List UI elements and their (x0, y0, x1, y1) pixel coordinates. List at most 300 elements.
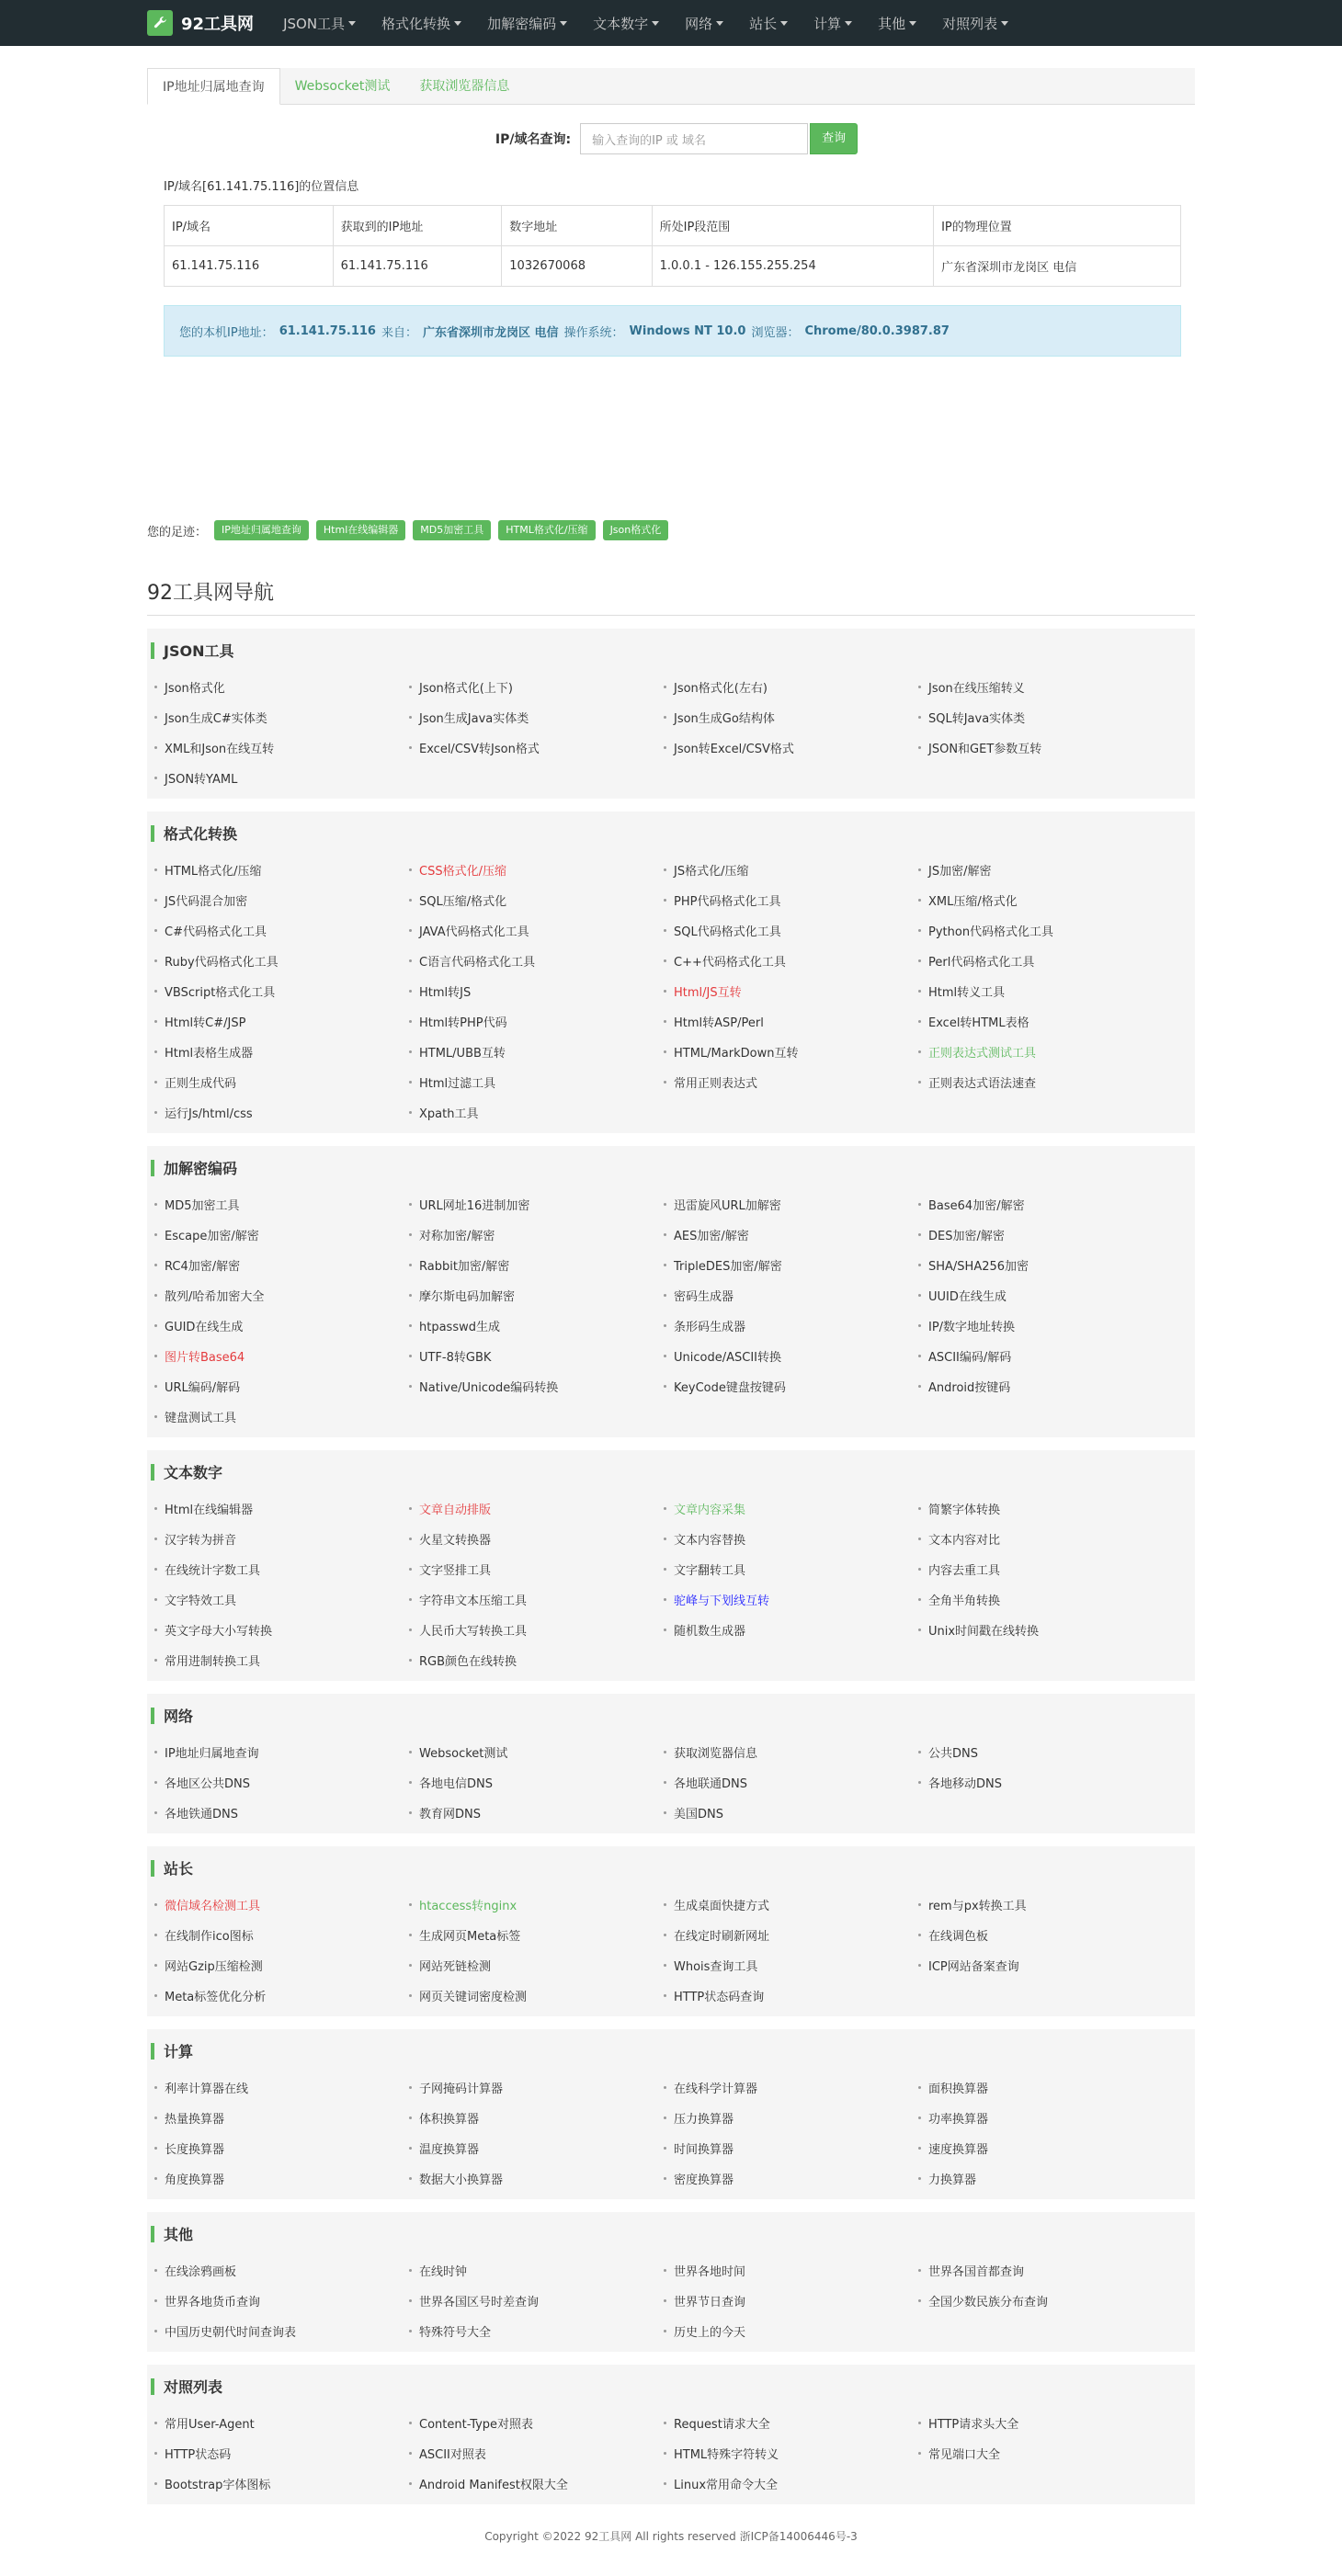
table-header: 数字地址 (502, 206, 652, 246)
tool-link[interactable] (664, 2468, 918, 2499)
tool-link[interactable] (664, 946, 918, 976)
tool-link[interactable] (409, 976, 664, 1006)
bullet-icon (664, 1264, 666, 1266)
tool-link[interactable] (918, 1737, 1173, 1767)
tool-link[interactable] (154, 1097, 409, 1128)
tool-link-label: Json生成Java实体类 (419, 712, 529, 726)
tool-link-label: Json格式化(左右) (674, 682, 768, 696)
tool-link[interactable] (664, 915, 918, 946)
nav-item[interactable] (736, 0, 801, 46)
nav-item[interactable] (580, 0, 672, 46)
tool-link[interactable] (918, 2103, 1173, 2133)
tool-link[interactable] (664, 1767, 918, 1798)
tool-link-label: 简繁字体转换 (928, 1504, 1001, 1517)
tool-link[interactable] (154, 1311, 409, 1341)
tool-link[interactable] (664, 1311, 918, 1341)
bullet-icon (918, 686, 921, 688)
tool-link[interactable] (154, 1767, 409, 1798)
tool-link[interactable] (409, 1189, 664, 1220)
bullet-icon (918, 1050, 921, 1053)
tool-link-label: CSS格式化/压缩 (419, 865, 506, 879)
tool-link[interactable] (664, 1615, 918, 1645)
footprint-tag[interactable]: Html在线编辑器 (316, 520, 405, 540)
tool-link[interactable] (154, 1280, 409, 1311)
tool-link[interactable] (664, 1584, 918, 1615)
tool-link[interactable] (154, 2408, 409, 2438)
tool-link[interactable] (918, 855, 1173, 885)
tool-link[interactable] (154, 1737, 409, 1767)
wrench-icon (147, 10, 173, 36)
tool-link-label: 字符串文本压缩工具 (419, 1594, 528, 1608)
section-title: 站长 (164, 1860, 194, 1878)
tool-link[interactable] (154, 1220, 409, 1250)
search-input[interactable]: 输入查询的IP 或 域名 (580, 123, 808, 154)
tool-link[interactable] (918, 2072, 1173, 2103)
alert-browser: Chrome/80.0.3987.87 (804, 323, 950, 338)
tool-link-label: VBScript格式化工具 (165, 986, 276, 1000)
tool-link-label: Websocket测试 (419, 1747, 508, 1761)
tool-link[interactable] (154, 1371, 409, 1401)
section-header (147, 823, 1195, 844)
tool-link[interactable] (664, 2286, 918, 2316)
nav-item[interactable] (929, 0, 1021, 46)
tool-link[interactable] (409, 1554, 664, 1584)
tool-link[interactable] (664, 1524, 918, 1554)
bullet-icon (409, 868, 412, 871)
tool-link-label: 世界节日查询 (674, 2296, 746, 2309)
tool-link[interactable] (918, 702, 1173, 732)
tool-link[interactable] (664, 2438, 918, 2468)
bullet-icon (409, 2177, 412, 2180)
tool-link-label: Bootstrap字体图标 (165, 2479, 271, 2492)
bullet-icon (664, 2177, 666, 2180)
tool-link-label: 摩尔斯电码加解密 (419, 1290, 516, 1304)
tool-link[interactable] (154, 2438, 409, 2468)
bullet-icon (409, 2452, 412, 2455)
bullet-icon (409, 929, 412, 932)
tool-link-label: Rabbit加密/解密 (419, 1260, 510, 1274)
bullet-icon (664, 2422, 666, 2424)
tool-link[interactable] (154, 1037, 409, 1067)
bullet-icon (409, 1233, 412, 1236)
tool-link[interactable] (409, 1980, 664, 2011)
tool-link-label: htaccess转nginx (419, 1900, 517, 1913)
nav-item[interactable] (865, 0, 929, 46)
query-form (158, 123, 1195, 154)
tool-link-label: Json生成C#实体类 (165, 712, 267, 726)
tool-link[interactable] (918, 1067, 1173, 1097)
tool-link-label: URL网址16进制加密 (419, 1199, 530, 1213)
tool-link[interactable] (154, 885, 409, 915)
tool-link[interactable] (154, 1524, 409, 1554)
section-bar (151, 2043, 154, 2060)
tool-link-label: RGB颜色在线转换 (419, 1655, 517, 1669)
tool-link-label: JS加密/解密 (928, 865, 992, 879)
tool-link[interactable] (918, 1371, 1173, 1401)
tool-link-label: TripleDES加密/解密 (674, 1260, 782, 1274)
tool-link-label: Json转Excel/CSV格式 (674, 743, 794, 756)
tool-link[interactable] (154, 1067, 409, 1097)
section-bar (151, 1860, 154, 1877)
tool-link[interactable] (409, 1220, 664, 1250)
bullet-icon (154, 1264, 157, 1266)
tool-link[interactable] (664, 1950, 918, 1980)
tool-link[interactable] (409, 1798, 664, 1828)
tool-link[interactable] (409, 1645, 664, 1675)
brand[interactable] (147, 10, 254, 36)
query-button[interactable]: 查询 (810, 123, 858, 154)
tool-link[interactable] (154, 2316, 409, 2346)
bullet-icon (918, 1507, 921, 1510)
bullet-icon (664, 1355, 666, 1357)
tool-link[interactable] (664, 2072, 918, 2103)
tool-link-label: 人民币大写转换工具 (419, 1625, 528, 1639)
tool-link-label: HTTP状态码查询 (674, 1991, 765, 2004)
tool-link[interactable] (664, 1341, 918, 1371)
tool-link[interactable] (154, 702, 409, 732)
bullet-icon (409, 1111, 412, 1114)
bullet-icon (664, 1568, 666, 1571)
tool-link-label: 角度换算器 (165, 2173, 225, 2187)
tool-link-label: 在线制作ico图标 (165, 1930, 254, 1944)
bullet-icon (409, 2269, 412, 2272)
tool-link[interactable] (409, 1341, 664, 1371)
tool-link[interactable] (664, 732, 918, 763)
tool-link[interactable] (918, 1006, 1173, 1037)
tool-link[interactable] (409, 855, 664, 885)
alert-label-browser: 浏览器： (751, 325, 800, 340)
nav-item[interactable] (369, 0, 474, 46)
tool-link[interactable] (664, 672, 918, 702)
bullet-icon (409, 1385, 412, 1388)
nav-item[interactable] (801, 0, 865, 46)
tool-link[interactable] (409, 1524, 664, 1554)
nav-item[interactable] (474, 0, 580, 46)
bullet-icon (409, 1264, 412, 1266)
bullet-icon (664, 1628, 666, 1631)
bullet-icon (918, 1538, 921, 1540)
tool-link[interactable] (409, 885, 664, 915)
tool-link[interactable] (918, 2286, 1173, 2316)
tool-link-label: 面积换算器 (928, 2082, 989, 2096)
tool-link[interactable] (918, 2163, 1173, 2194)
tool-link-label: 压力换算器 (674, 2113, 734, 2127)
tool-link[interactable] (154, 763, 409, 793)
tool-link[interactable] (918, 1037, 1173, 1067)
bullet-icon (154, 1903, 157, 1906)
tool-link-label: Content-Type对照表 (419, 2418, 534, 2432)
table-header: 所处IP段范围 (652, 206, 933, 246)
tool-link[interactable] (664, 1889, 918, 1920)
bullet-icon (154, 1385, 157, 1388)
tool-link-label: 散列/哈希加密大全 (165, 1290, 265, 1304)
tool-link-label: 数据大小换算器 (419, 2173, 504, 2187)
tool-link[interactable] (664, 1280, 918, 1311)
bullet-icon (664, 1994, 666, 1997)
tool-link[interactable] (918, 1189, 1173, 1220)
tab[interactable]: 获取浏览器信息 (419, 79, 510, 94)
nav-item[interactable] (270, 0, 369, 46)
tool-link[interactable] (918, 1250, 1173, 1280)
tool-link-label: JSON转YAML (165, 773, 238, 787)
section-title: 格式化转换 (164, 825, 238, 843)
tool-link[interactable] (154, 2072, 409, 2103)
table-cell: 61.141.75.116 (165, 246, 334, 287)
tool-link[interactable] (154, 946, 409, 976)
tool-link-label: 内容去重工具 (928, 1564, 1001, 1578)
tool-link-label: Escape加密/解密 (165, 1230, 259, 1243)
tool-link[interactable] (154, 1584, 409, 1615)
tool-link[interactable] (664, 2316, 918, 2346)
tool-link[interactable] (918, 976, 1173, 1006)
tool-link[interactable] (154, 915, 409, 946)
tool-link[interactable] (409, 1097, 664, 1128)
tool-link[interactable] (154, 1980, 409, 2011)
tab[interactable]: IP地址归属地查询 (147, 68, 280, 105)
tool-link-label: 密度换算器 (674, 2173, 734, 2187)
tool-link[interactable] (409, 946, 664, 976)
tool-link[interactable] (918, 1493, 1173, 1524)
bullet-icon (409, 1903, 412, 1906)
tool-link-label: 温度换算器 (419, 2143, 480, 2157)
tool-link[interactable] (154, 1554, 409, 1584)
footprint-tag[interactable]: HTML格式化/压缩 (498, 520, 595, 540)
tool-link[interactable] (409, 1767, 664, 1798)
tool-link[interactable] (918, 732, 1173, 763)
tool-link-label: 在线涂鸦画板 (165, 2265, 237, 2279)
tool-link-label: 对称加密/解密 (419, 1230, 495, 1243)
tool-link[interactable] (918, 2133, 1173, 2163)
tool-link[interactable] (409, 2255, 664, 2286)
tool-link[interactable] (664, 702, 918, 732)
bullet-icon (918, 1081, 921, 1084)
tool-link-label: 各地铁通DNS (165, 1808, 238, 1821)
bullet-icon (664, 686, 666, 688)
tool-link[interactable] (154, 1889, 409, 1920)
bullet-icon (409, 1811, 412, 1814)
tool-link[interactable] (918, 2438, 1173, 2468)
tool-link[interactable] (409, 1615, 664, 1645)
tool-link[interactable] (918, 1920, 1173, 1950)
tool-link[interactable] (918, 1280, 1173, 1311)
tool-link[interactable] (409, 1889, 664, 1920)
tool-link-label: SQL压缩/格式化 (419, 895, 507, 909)
tool-link[interactable] (918, 1220, 1173, 1250)
tool-link[interactable] (154, 2163, 409, 2194)
tool-link[interactable] (664, 1250, 918, 1280)
tool-link[interactable] (664, 1493, 918, 1524)
bullet-icon (664, 746, 666, 749)
tool-link[interactable] (154, 2286, 409, 2316)
tool-link[interactable] (918, 1311, 1173, 1341)
footprint-tag[interactable]: Json格式化 (603, 520, 669, 540)
tool-link[interactable] (409, 1250, 664, 1280)
tool-link[interactable] (154, 1006, 409, 1037)
tool-link-label: 随机数生成器 (674, 1625, 746, 1639)
tool-link[interactable] (918, 2255, 1173, 2286)
tool-link-label: 火星文转换器 (419, 1534, 492, 1548)
tool-link[interactable] (409, 1493, 664, 1524)
tool-link[interactable] (409, 1311, 664, 1341)
tool-link[interactable] (409, 1280, 664, 1311)
tool-link[interactable] (154, 1950, 409, 1980)
tool-link[interactable] (409, 1006, 664, 1037)
tool-link-label: HTML/MarkDown互转 (674, 1047, 799, 1061)
tool-link[interactable] (409, 2103, 664, 2133)
tab[interactable]: Websocket测试 (294, 79, 391, 94)
footprint-tag[interactable]: MD5加密工具 (413, 520, 491, 540)
tab-bar (147, 68, 1195, 105)
bullet-icon (918, 1233, 921, 1236)
tool-link-label: 键盘测试工具 (165, 1412, 237, 1425)
tool-link[interactable] (918, 1767, 1173, 1798)
tool-link[interactable] (409, 2133, 664, 2163)
tool-link[interactable] (154, 2255, 409, 2286)
tool-link[interactable] (664, 1554, 918, 1584)
tool-link[interactable] (409, 915, 664, 946)
tool-link[interactable] (918, 1889, 1173, 1920)
alert-label-os: 操作系统： (563, 325, 624, 340)
bullet-icon (154, 2452, 157, 2455)
tool-link[interactable] (409, 2438, 664, 2468)
bullet-icon (154, 1507, 157, 1510)
tool-link[interactable] (918, 672, 1173, 702)
tool-link[interactable] (154, 855, 409, 885)
tool-link-label: Excel/CSV转Json格式 (419, 743, 540, 756)
tool-link[interactable] (154, 976, 409, 1006)
tool-link[interactable] (409, 2468, 664, 2499)
bullet-icon (409, 1538, 412, 1540)
tool-link-label: Html过滤工具 (419, 1077, 496, 1091)
tool-link[interactable] (409, 2163, 664, 2194)
tool-link[interactable] (409, 702, 664, 732)
tool-link[interactable] (154, 1645, 409, 1675)
tool-link[interactable] (664, 1737, 918, 1767)
tool-link[interactable] (154, 1798, 409, 1828)
tool-link[interactable] (664, 1798, 918, 1828)
tool-link[interactable] (918, 1584, 1173, 1615)
bullet-icon (918, 1020, 921, 1023)
tool-link[interactable] (664, 976, 918, 1006)
tool-link[interactable] (664, 885, 918, 915)
tool-link[interactable] (918, 1341, 1173, 1371)
tool-link[interactable] (664, 1371, 918, 1401)
tool-link-label: 子网掩码计算器 (419, 2082, 504, 2096)
tool-link[interactable] (154, 1250, 409, 1280)
tool-link[interactable] (664, 1037, 918, 1067)
tool-link[interactable] (409, 1371, 664, 1401)
nav-item-label: JSON工具 (283, 15, 346, 32)
bullet-icon (409, 1355, 412, 1357)
tool-link[interactable] (154, 1189, 409, 1220)
tool-link[interactable] (154, 2103, 409, 2133)
tool-link[interactable] (918, 1524, 1173, 1554)
tool-link[interactable] (918, 2408, 1173, 2438)
tool-link[interactable] (409, 732, 664, 763)
tool-link-label: HTML/UBB互转 (419, 1047, 506, 1061)
tool-link[interactable] (409, 2408, 664, 2438)
nav-item[interactable] (672, 0, 736, 46)
tool-link[interactable] (154, 732, 409, 763)
bullet-icon (409, 1020, 412, 1023)
tool-section (147, 1450, 1195, 1681)
tool-link-label: 在线统计字数工具 (165, 1564, 261, 1578)
tool-link[interactable] (154, 672, 409, 702)
tool-link[interactable] (409, 1584, 664, 1615)
bullet-icon (409, 1203, 412, 1206)
table-header: IP/域名 (165, 206, 334, 246)
tool-link[interactable] (409, 1950, 664, 1980)
tool-link-label: UTF-8转GBK (419, 1351, 492, 1365)
tool-link[interactable] (664, 2163, 918, 2194)
tool-link-label: 美国DNS (674, 1808, 723, 1821)
tool-link[interactable] (154, 1920, 409, 1950)
tool-link[interactable] (664, 1067, 918, 1097)
bullet-icon (918, 2422, 921, 2424)
tool-link[interactable] (664, 2408, 918, 2438)
tool-link[interactable] (918, 885, 1173, 915)
tool-link[interactable] (409, 2286, 664, 2316)
tool-link[interactable] (918, 915, 1173, 946)
tool-link[interactable] (154, 1493, 409, 1524)
tool-link[interactable] (664, 1220, 918, 1250)
tool-link[interactable] (154, 1615, 409, 1645)
bullet-icon (154, 1934, 157, 1936)
info-title: IP/域名[61.141.75.116]的位置信息 (164, 180, 359, 194)
tool-link[interactable] (664, 855, 918, 885)
tool-link[interactable] (664, 2255, 918, 2286)
alert-label-location: 来自： (381, 325, 417, 340)
tool-link[interactable] (664, 1006, 918, 1037)
tool-link[interactable] (664, 2103, 918, 2133)
tool-link[interactable] (918, 1950, 1173, 1980)
bullet-icon (409, 1751, 412, 1753)
tool-link[interactable] (918, 1554, 1173, 1584)
tool-link-label: 密码生成器 (674, 1290, 734, 1304)
bullet-icon (664, 1598, 666, 1601)
tool-link[interactable] (409, 1037, 664, 1067)
tool-link[interactable] (918, 946, 1173, 976)
tool-link[interactable] (918, 1615, 1173, 1645)
bullet-icon (409, 2422, 412, 2424)
tool-link[interactable] (664, 1189, 918, 1220)
tool-link[interactable] (664, 1980, 918, 2011)
tool-link[interactable] (154, 2468, 409, 2499)
tool-link[interactable] (154, 1401, 409, 1432)
tool-link[interactable] (409, 1737, 664, 1767)
table-cell: 1032670068 (502, 246, 652, 287)
section-header (147, 1857, 1195, 1878)
tool-link[interactable] (409, 1920, 664, 1950)
tool-link-label: C#代码格式化工具 (165, 925, 267, 939)
tool-link-label: rem与px转换工具 (928, 1900, 1027, 1913)
bullet-icon (918, 929, 921, 932)
tool-link-label: 特殊符号大全 (419, 2326, 492, 2340)
bullet-icon (664, 1324, 666, 1327)
footprint-tag[interactable]: IP地址归属地查询 (214, 520, 309, 540)
tool-link[interactable] (409, 2316, 664, 2346)
alert-ip: 61.141.75.116 (279, 323, 376, 338)
tool-link-label: Android Manifest权限大全 (419, 2479, 568, 2492)
tool-link[interactable] (409, 2072, 664, 2103)
tool-link-label: MD5加密工具 (165, 1199, 240, 1213)
tool-link[interactable] (409, 672, 664, 702)
tool-link[interactable] (409, 1067, 664, 1097)
tool-link[interactable] (154, 2133, 409, 2163)
tool-link[interactable] (154, 1341, 409, 1371)
tool-link[interactable] (664, 1920, 918, 1950)
tool-link[interactable] (664, 2133, 918, 2163)
